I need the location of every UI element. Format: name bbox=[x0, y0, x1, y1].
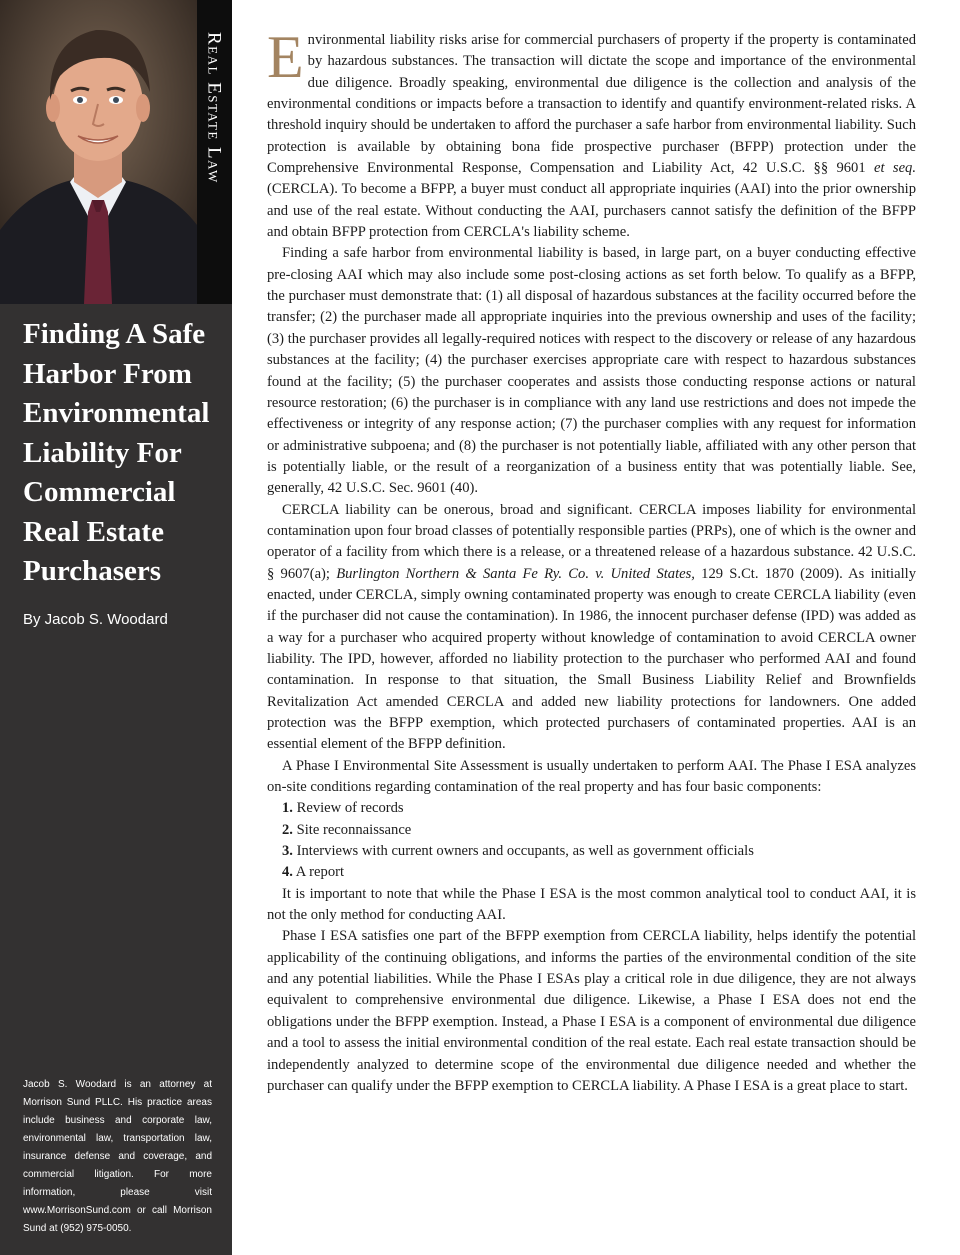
byline: By Jacob S. Woodard bbox=[23, 611, 168, 628]
drop-cap: E bbox=[267, 24, 304, 90]
author-bio: Jacob S. Woodard is an attorney at Morrison Sund PLLC. His practice areas include business and corporate law, environmental law, transportation law, insurance defense and coverage, and commercial litigation. For more information, please visit www.MorrisonSund.com or call Morrison Sund at (952) 975-0050. bbox=[23, 1079, 212, 1234]
author-photo bbox=[0, 0, 197, 304]
list-item: 4. A report bbox=[282, 864, 345, 881]
article-paragraph: Environmental liability risks arise for commercial purchasers of property if the property is contaminated by hazardous substances. The transaction will dictate the scope and importance of the environmental due diligence. Broadly speaking, environmental due diligence is the collection and analysis of the environmental conditions or impacts before a transaction to identify and quantify environment-related risks. A threshold inquiry should be undertaken to afford the purchaser a safe harbor from environmental liability. Such protection is available by obtaining bona fide prospective purchaser (BFPP) protection under the Comprehensive Environmental Response, Compensation and Liability Act, 42 U.S.C. §§ 9601 et seq. (CERCLA). To become a BFPP, a buyer must conduct all appropriate inquiries (AAI) into the prior ownership and use of the real estate. Without conducting the AAI, purchasers cannot satisfy the definition of the BFPP and obtain BFPP protection from CERCLA's liability scheme. bbox=[267, 24, 916, 241]
article-paragraph: Phase I ESA satisfies one part of the BFPP exemption from CERCLA liability, helps identify the potential applicability of the continuing obligations, and informs the parties of the environmental condition of the site and any potential liabilities. While the Phase I ESAs play a critical role in due diligence, they are not always equivalent to comprehensive environmental due diligence. Likewise, a Phase I ESA does not end the obligations under the BFPP exemption. Instead, a Phase I ESA is a component of environmental due diligence and a tool to assess the initial environmental condition of the real estate. Each real estate transaction should be independently analyzed to determine scope of the environmental due diligence needed and whether the purchaser can qualify under the BFPP exemption to CERCLA liability. A Phase I ESA is a great place to start. bbox=[267, 928, 916, 1094]
article-paragraph: It is important to note that while the Phase I ESA is the most common analytical tool to conduct AAI, it is not the only method for conducting AAI. bbox=[267, 885, 916, 924]
article-body bbox=[267, 24, 916, 1097]
section-label: Real Estate Law bbox=[203, 32, 225, 184]
list-item: 3. Interviews with current owners and occupants, as well as government officials bbox=[282, 843, 754, 860]
article-title: Finding A Safe Harbor From Environmental Liability For Commercial Real Estate Purchasers bbox=[23, 318, 210, 587]
list-item: 1. Review of records bbox=[282, 800, 404, 817]
article-paragraph: Finding a safe harbor from environmental liability is based, in large part, on a buyer conducting effective pre-closing AAI which may also include some post-closing actions as set forth below. To qualify as a BFPP, the purchaser must demonstrate that: (1) all disposal of hazardous substances at the facility occurred before the transfer; (2) the purchaser made all appropriate inquiries into the previous ownership and uses of the facility; (3) the purchaser provides all legally-required notices with respect to the discovery or release of any hazardous substances at the facility; (4) the purchaser exercises appropriate care with respect to hazardous substances found at the facility; (5) the purchaser cooperates and assists those conducting response actions or natural resource restoration; (6) the purchaser is in compliance with any land use restrictions and does not impede the effectiveness or integrity of any response action; (7) the purchaser complies with any request for information or administrative subpoena; and (8) the purchaser is not potentially liable, affiliated with any other person that is potentially liable, or the result of a reorganization of a business entity that was potentially liable. See, generally, 42 U.S.C. Sec. 9601 (40). bbox=[267, 245, 916, 497]
article-paragraph: CERCLA liability can be onerous, broad and significant. CERCLA imposes liability for environmental contamination upon four broad classes of potentially responsible parties (PRPs), one of which is the owner and operator of a facility from which there is a release, or a threatened release of a hazardous substance. 42 U.S.C. § 9607(a); Burlington Northern & Santa Fe Ry. Co. v. United States, 129 S.Ct. 1870 (2009). As initially enacted, under CERCLA, simply owning contaminated property was enough to create CERCLA liability (even if the purchaser did not cause the contamination). In 1986, the innocent purchaser defense (IPD) was added as a way for a purchaser who acquired property without knowledge of contamination to avoid CERCLA owner liability. The IPD, however, afforded no liability protection to the purchaser who performed AAI and found contamination. In response to that situation, the Small Business Liability Relief and Brownfields Revitalization Act amended CERCLA and added new liability protections for landowners. One added protection was the BFPP exemption, which protected purchasers of contaminated properties. AAI is an essential element of the BFPP definition. bbox=[267, 501, 916, 753]
components-list bbox=[267, 798, 916, 883]
author-portrait bbox=[0, 0, 197, 304]
article-paragraph: A Phase I Environmental Site Assessment is usually undertaken to perform AAI. The Phase I ESA analyzes on-site conditions regarding contamination of the real property and has four basic components: bbox=[267, 757, 916, 796]
list-item: 2. Site reconnaissance bbox=[282, 821, 412, 838]
